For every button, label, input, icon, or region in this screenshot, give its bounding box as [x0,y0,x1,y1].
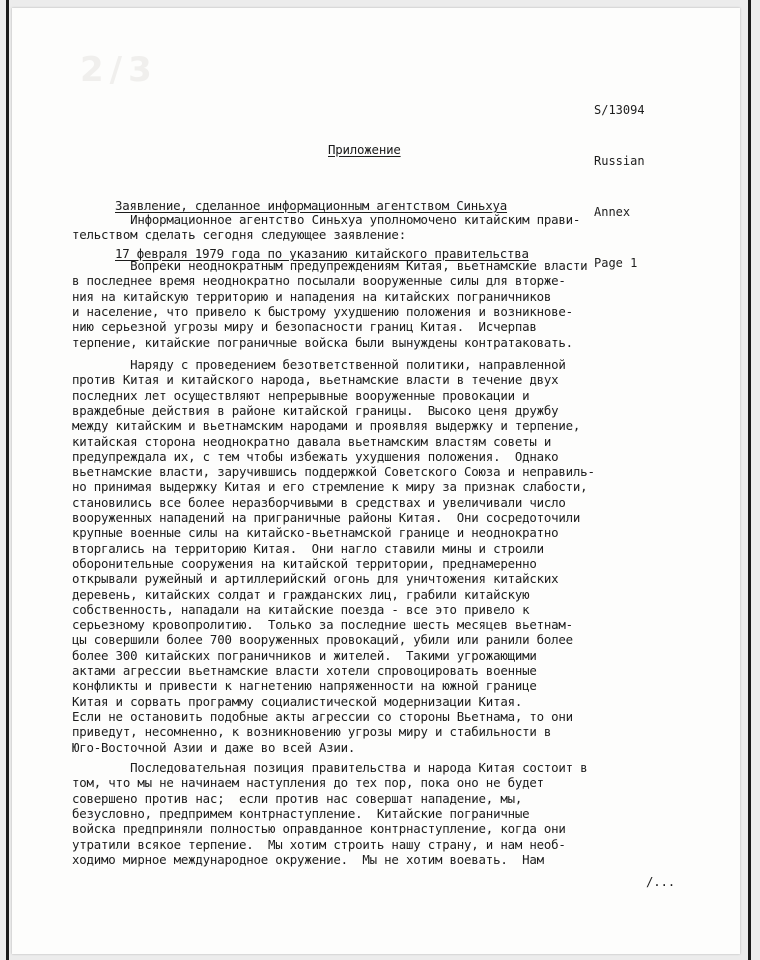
continuation-mark: /... [646,874,676,889]
paragraph-line: более 300 китайских пограничников и жителей. Такими угрожающими [72,647,537,663]
doc-page-number: Page 1 [594,256,638,270]
paragraph-line: ния на китайскую территорию и нападения на китайских пограничников [72,288,552,304]
paragraph-line: последних лет осуществляют непрерывные вооруженные провокации и [72,387,530,403]
paragraph-line: актами агрессии вьетнамские власти хотели спровоцировать военные [72,663,537,678]
document-reference [594,68,645,289]
paragraph-line: Юго-Восточной Азии и даже во всей Азии. [72,739,356,755]
paragraph-line: открывали ружейный и артиллерийский огонь для уничтожения китайских [72,571,559,587]
paragraph-line: вторгались на территорию Китая. Они нагло ставили мины и строили [72,540,544,556]
paragraph-line: Информационное агентство Синьхуа уполномочено китайским прави- [72,212,581,227]
paragraph-line: вьетнамские власти, заручившись поддержкой Советского Союза и неправиль- [72,464,595,480]
paragraph-line: крупные военные силы на китайско-вьетнамской границе и неоднократно [72,525,559,541]
doc-language: Russian [594,154,645,168]
doc-annex: Annex [594,205,631,219]
paragraph-line: предупреждала их, с тем чтобы избежать ухудшения положения. Однако [72,448,559,464]
paragraph-line: конфликты и привести к нагнетению напряженности на южной границе [72,678,537,694]
paragraph-line: нию серьезной угрозы миру и безопасности границ Китая. Исчерпав [72,319,537,335]
paragraph-line: враждебные действия в районе китайской границы. Высоко ценя дружбу [72,402,559,418]
paragraph-line: в последнее время неоднократно посылали вооруженные силы для вторже- [72,273,566,289]
faint-page-mark: 2/3 [80,50,158,90]
paragraph-line: собственность, нападали на китайские поезда - все это привело к [72,601,530,617]
paragraph-line: войска предприняли полностью оправданное контрнаступление, когда они [72,821,566,837]
paragraph-line: безусловно, предпримем контрнаступление. Китайские пограничные [72,805,530,821]
paragraph-line: серьезному кровопролитию. Только за последние шесть месяцев вьетнам- [72,617,573,633]
paragraph-line: но принимая выдержку Китая и его стремление к миру за признак слабости, [72,479,588,495]
paragraph-line: тельством сделать сегодня следующее заявление: [72,227,406,243]
subtitle-line: 17 февраля 1979 года по указанию китайского правительства [115,246,529,261]
left-border-line [6,0,9,960]
paragraph-line: Вопреки неоднократным предупреждениям Китая, вьетнамские власти [72,258,588,273]
paragraph-line: и население, что привело к быстрому ухудшению положения и возникнове- [72,303,573,319]
paragraph-line: цы совершили более 700 вооруженных провокаций, убили или ранили более [72,632,573,648]
paragraph-line: оборонительные сооружения на китайской территории, преднамеренно [72,555,537,571]
paragraph-line: приведут, несомненно, к возникновению угрозы миру и стабильности в [72,724,552,740]
paragraph-line: вооруженных нападений на приграничные районы Китая. Они сосредоточили [72,510,581,525]
paragraph-line: утратили всякое терпение. Мы хотим строить нашу страну, и нам необ- [72,836,566,852]
right-border-line [748,0,751,960]
paragraph-line: совершено против нас; если против нас совершат нападение, мы, [72,790,523,806]
paragraph-line: том, что мы не начинаем наступления до тех пор, пока оно не будет [72,775,544,791]
paragraph-line: против Китая и китайского народа, вьетнамские власти в течение двух [72,372,559,388]
document-title: Приложение [328,142,401,157]
paragraph-line: китайская сторона неоднократно давала вьетнамским властям советы и [72,433,552,449]
paragraph-line: становились все более неразборчивыми в средствах и увеличивали число [72,494,566,510]
paragraph-line: Наряду с проведением безответственной политики, направленной [72,357,566,372]
doc-symbol: S/13094 [594,103,645,117]
paragraph-line: Если не остановить подобные акты агрессии со стороны Вьетнама, то они [72,708,573,724]
paragraph-line: ходимо мирное международное окружение. Мы не хотим воевать. Нам [72,851,544,867]
paragraph-line: Последовательная позиция правительства и народа Китая состоит в [72,760,588,775]
subtitle-line: Заявление, сделанное информационным агентством Синьхуа [115,198,508,213]
paragraph-line: терпение, китайские пограничные войска были вынуждены контратаковать. [72,334,573,350]
paragraph-line: между китайским и вьетнамским народами и проявляя выдержку и терпение, [72,418,581,434]
paragraph-line: Китая и сорвать программу социалистической модернизации Китая. [72,693,523,709]
paragraph-line: деревень, китайских солдат и гражданских лиц, грабили китайскую [72,586,530,602]
